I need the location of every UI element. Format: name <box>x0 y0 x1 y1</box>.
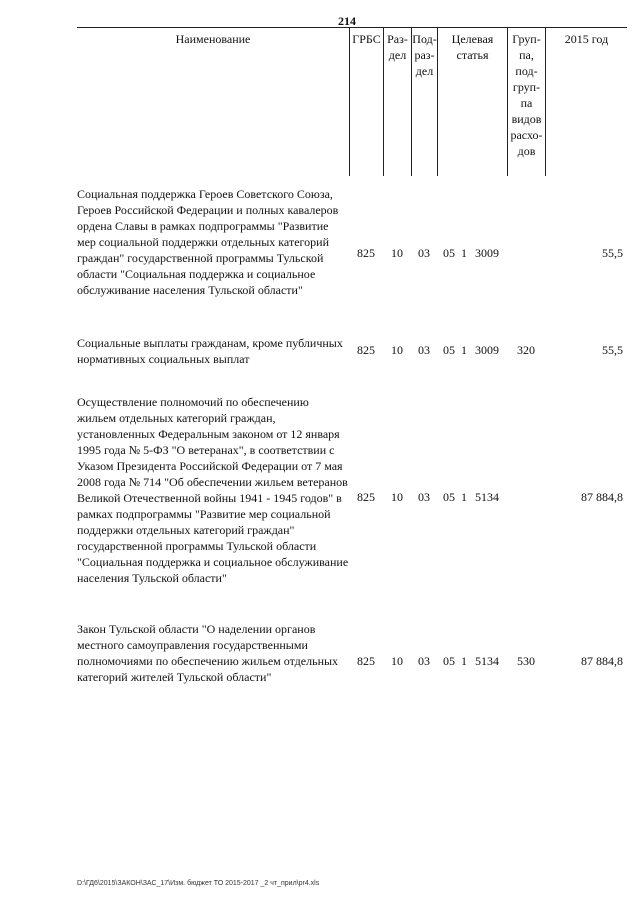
row-razdel: 10 <box>391 246 403 260</box>
row-ts-code: 5134 <box>475 490 499 504</box>
row-grbs: 825 <box>357 343 375 357</box>
row-ts-subprogram: 1 <box>461 654 467 668</box>
row-podrazdel: 03 <box>418 654 430 668</box>
row-name: Закон Тульской области "О наделении органов местного самоуправления государственными полномочиями по обеспечению жильем отдельных категорий жителей Тульской области" <box>77 622 339 684</box>
row-grbs: 825 <box>357 246 375 260</box>
row-ts-code: 3009 <box>475 246 499 260</box>
header-grbs: ГРБС <box>349 28 383 176</box>
row-amount: 55,5 <box>602 246 623 260</box>
row-razdel: 10 <box>391 654 403 668</box>
file-path-footer: D:\ГД6\2015\ЗАКОН\ЗАС_17\Изм. бюджет ТО 2015-2017 _2 чт_прил\pr4.xls <box>77 880 320 887</box>
row-ts-code: 3009 <box>475 343 499 357</box>
row-podrazdel: 03 <box>418 246 430 260</box>
row-amount: 87 884,8 <box>581 490 623 504</box>
row-amount: 87 884,8 <box>581 654 623 668</box>
row-ts-program: 05 <box>443 490 455 504</box>
row-vid: 530 <box>517 654 535 668</box>
table-row <box>77 621 627 705</box>
row-name: Осуществление полномочий по обеспечению жильем отдельных категорий граждан, установленных Федеральным законом от 12 января 1995 года № 5-ФЗ "О ветеранах", в соответствии с Указом Президента Российской Федерации от 7 мая 2008 года № 714 "Об обеспечении жильем ветеранов Великой Отечественной войны 1941 - 1945 годов" в рамках подпрограммы "Развитие мер социальной поддержки отдельных категорий граждан" государственной программы Тульской области "Социальная поддержка и социальное обслуживание населения Тульской области" <box>77 395 349 585</box>
header-razdel: Раз- дел <box>383 28 411 176</box>
row-podrazdel: 03 <box>418 490 430 504</box>
row-name: Социальная поддержка Героев Советского Союза, Героев Российской Федерации и полных кавалеров ордена Славы в рамках подпрограммы "Развитие мер социальной поддержки отдельных категорий граждан" государственной программы Тульской области "Социальная поддержка и социальное обслуживание населения Тульской области" <box>77 187 339 297</box>
row-ts-code: 5134 <box>475 654 499 668</box>
row-ts-program: 05 <box>443 654 455 668</box>
page-number: 214 <box>338 14 356 28</box>
row-grbs: 825 <box>357 654 375 668</box>
header-year: 2015 год <box>545 28 627 176</box>
header-podrazdel: Под- раз- дел <box>411 28 437 176</box>
header-tselevaya-statya: Целевая статья <box>437 28 507 176</box>
row-ts-program: 05 <box>443 343 455 357</box>
table-row <box>77 186 627 318</box>
row-ts-subprogram: 1 <box>461 490 467 504</box>
table-row <box>77 335 627 369</box>
header-name: Наименование <box>175 32 251 46</box>
row-amount: 55,5 <box>602 343 623 357</box>
row-razdel: 10 <box>391 343 403 357</box>
row-ts-program: 05 <box>443 246 455 260</box>
row-ts-subprogram: 1 <box>461 246 467 260</box>
row-razdel: 10 <box>391 490 403 504</box>
row-vid: 320 <box>517 343 535 357</box>
row-ts-subprogram: 1 <box>461 343 467 357</box>
row-name: Социальные выплаты гражданам, кроме публичных нормативных социальных выплат <box>77 336 343 366</box>
header-gruppa-vidov: Груп- па, под- груп- па видов расхо- дов <box>507 28 545 176</box>
table-row <box>77 394 627 604</box>
table-header <box>77 27 627 175</box>
row-podrazdel: 03 <box>418 343 430 357</box>
row-grbs: 825 <box>357 490 375 504</box>
